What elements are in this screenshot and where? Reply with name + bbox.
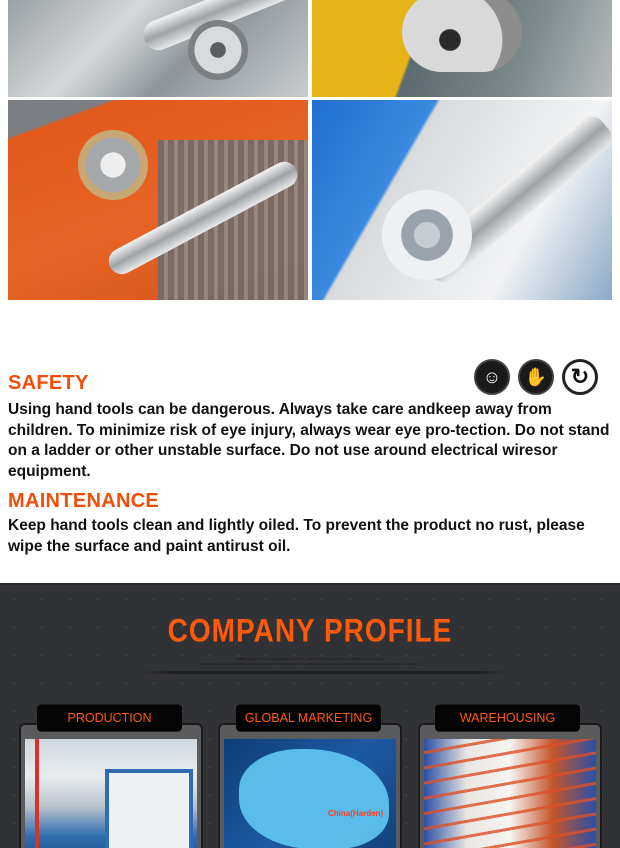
company-profile-section — [0, 583, 620, 848]
ratchet-on-wheel-photo — [8, 0, 308, 97]
warehouse-photo — [424, 739, 596, 848]
profile-subtitle-line1: SHINE BRIGHT LIKE A DIAMOND, ALWAYS LIKE NEW FRAGRANCE TO SHOW COLOR DAILY — [235, 657, 385, 661]
world-map-image — [224, 739, 396, 848]
wrench-jaw — [382, 190, 472, 280]
safety-text: Using hand tools can be dangerous. Always take care andkeep away from children. To minimize risk of eye injury, always wear eye pro-tection. Do not stand on a ladder or other unstable surface. Do not use around electrical wiresor equipment. — [8, 401, 610, 480]
socket — [78, 130, 148, 200]
warehousing-label: WAREHOUSING — [435, 704, 580, 731]
ratchet-on-orange-bracket-photo — [8, 100, 308, 300]
production-card — [19, 723, 203, 848]
title-divider — [140, 671, 510, 674]
profile-subtitle-line2: T BRIGHT LIKE A DIAMOND, ALWAYS LIKE NEW FRAGRANCE TO SHOW COLOR DAILY IRREFUTABLE FEMALE FAN, NEW COL, NEW M — [200, 662, 420, 666]
safety-goggles-icon: ☺ — [474, 359, 510, 395]
ratchet-head — [402, 0, 522, 72]
ratchet-head — [188, 20, 248, 80]
production-photo — [25, 739, 197, 848]
recycle-icon: ↻ — [562, 359, 598, 395]
ratchet-on-yellow-machine-photo — [312, 0, 612, 97]
global-marketing-card — [218, 723, 402, 848]
safety-heading: SAFETY — [8, 372, 89, 394]
wrench-on-bicycle-photo — [312, 100, 612, 300]
global-marketing-label: GLOBAL MARKETING — [236, 704, 381, 731]
eurasia-landmass — [239, 749, 389, 848]
production-label: PRODUCTION — [37, 704, 182, 731]
maintenance-heading: MAINTENANCE — [8, 490, 160, 512]
china-map-label: China(Harden) — [328, 809, 384, 818]
product-photo-grid — [8, 0, 612, 300]
company-profile-title: COMPANY PROFILE — [167, 612, 453, 649]
warehousing-card — [418, 723, 602, 848]
safety-icons — [474, 359, 598, 395]
safety-gloves-icon: ✋ — [518, 359, 554, 395]
maintenance-text: Keep hand tools clean and lightly oiled. To prevent the product no rust, please wipe the surface and paint antirust oil. — [8, 517, 585, 555]
